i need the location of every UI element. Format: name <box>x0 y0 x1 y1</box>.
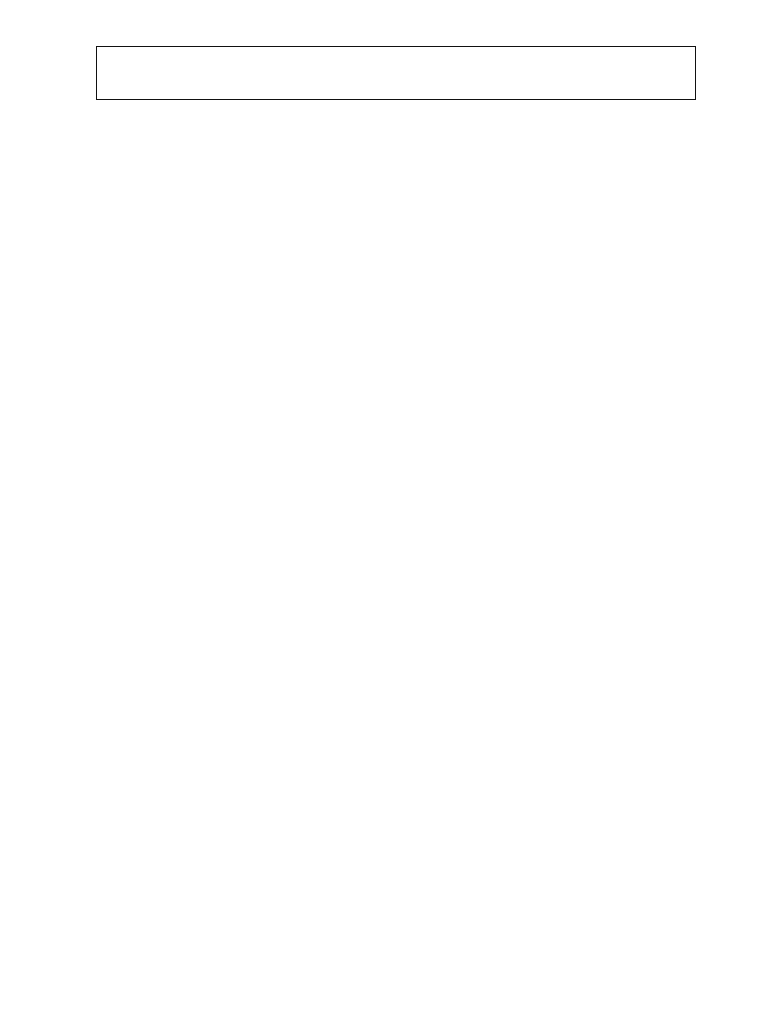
title-box <box>96 46 696 100</box>
decorative-border <box>94 96 698 114</box>
table-of-contents <box>114 128 414 134</box>
